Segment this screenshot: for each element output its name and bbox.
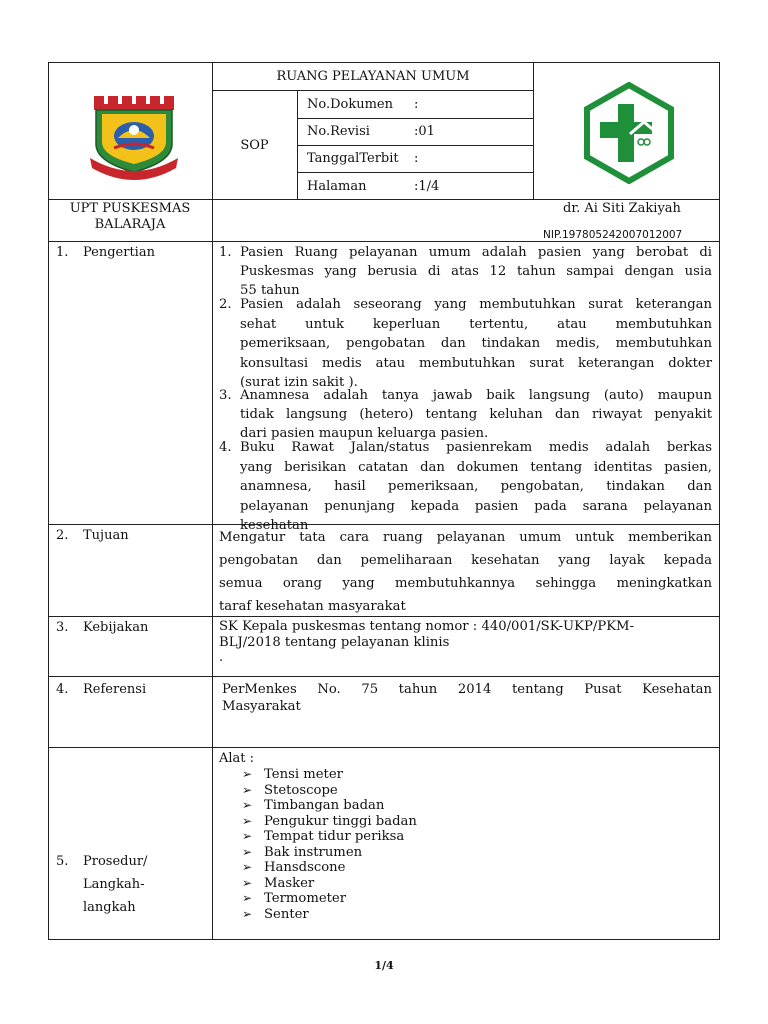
section-3-number: 3. — [56, 620, 69, 635]
castle-crown-icon — [94, 96, 174, 110]
definition-2-number: 2. — [219, 297, 232, 312]
definition-2: Pasien adalah seseorang yang membutuhkan surat keterangan sehat untuk keperluan tertentu, atau membutuhkan pemeriksaan, pengobatan dan tindakan medis, membutuhkan konsultasi medis atau membutuhkan surat keterangan dokter (surat izin sakit ). — [240, 297, 712, 390]
section-4-number: 4. — [56, 682, 69, 697]
list-item: ➢ Timbangan badan — [242, 798, 385, 813]
alat-list — [242, 767, 417, 922]
alat-title: Alat : — [219, 751, 255, 766]
arrow-bullet-icon: ➢ — [242, 860, 253, 874]
section-4-label: Referensi — [83, 682, 147, 697]
definition-3: Anamnesa adalah tanya jawab baik langsung (auto) maupun tidak langsung (hetero) tentang keluhan dan riwayat penyakit dari pasien maupun keluarga pasien. — [240, 388, 712, 441]
section-5-number: 5. — [56, 854, 69, 869]
referensi-text: PerMenkes No. 75 tahun 2014 tentang Pusat Kesehatan Masyarakat — [222, 682, 712, 714]
arrow-bullet-icon: ➢ — [242, 906, 253, 921]
field-label-no-revisi: No.Revisi — [307, 124, 370, 139]
arrow-bullet-icon: ➢ — [242, 767, 253, 781]
arrow-bullet-icon: ➢ — [242, 782, 253, 797]
list-item: ➢ Tempat tidur periksa — [242, 829, 405, 844]
list-item: ➢ Pengukur tinggi badan — [242, 813, 417, 829]
arrow-bullet-icon: ➢ — [242, 844, 253, 859]
page-number: 1/4 — [374, 959, 394, 972]
section-5-label-line2: Langkah- — [83, 877, 145, 892]
field-label-tanggal-terbit: TanggalTerbit — [307, 151, 399, 166]
list-item: ➢ Stetoscope — [242, 782, 338, 798]
document-title: RUANG PELAYANAN UMUM — [276, 69, 470, 84]
arrow-bullet-icon: ➢ — [242, 891, 253, 905]
regency-logo — [88, 92, 180, 184]
definition-4: Buku Rawat Jalan/status pasienrekam medis adalah berkas yang berisikan catatan dan dokumen tentang identitas pasien, anamnesa, hasil pemeriksaan, pengobatan, tindakan dan pelayanan penunjang kepada pasien pada sarana pelayanan kesehatan — [240, 440, 712, 533]
arrow-bullet-icon: ➢ — [242, 829, 253, 843]
list-item: ➢ Senter — [242, 906, 309, 922]
field-label-halaman: Halaman — [307, 179, 367, 194]
definition-1-number: 1. — [219, 245, 232, 260]
section-5-label-line3: langkah — [83, 900, 136, 915]
field-value-tanggal-terbit: : — [414, 151, 419, 166]
field-value-no-revisi: :01 — [414, 124, 435, 139]
definition-1: Pasien Ruang pelayanan umum adalah pasien yang berobat di Puskesmas yang berusia di atas 12 tahun sampai dengan usia 55 tahun — [240, 245, 712, 298]
tujuan-text: Mengatur tata cara ruang pelayanan umum untuk memberikan pengobatan dan pemeliharaan kesehatan yang layak kepada semua orang yang membutuhkannya sehingga meningkatkan taraf kesehatan masyarakat — [219, 530, 712, 614]
signer-name: dr. Ai Siti Zakiyah — [563, 201, 681, 216]
puskesmas-logo — [578, 82, 680, 184]
section-3-label: Kebijakan — [83, 620, 149, 635]
section-2-number: 2. — [56, 528, 69, 543]
list-item: ➢ Masker — [242, 875, 315, 891]
arrow-bullet-icon: ➢ — [242, 813, 253, 828]
org-name-line1: UPT PUSKESMAS — [69, 201, 191, 216]
org-name-line2: BALARAJA — [94, 217, 166, 232]
arrow-bullet-icon: ➢ — [242, 798, 253, 812]
kebijakan-text: SK Kepala puskesmas tentang nomor : 440/001/SK-UKP/PKM- BLJ/2018 tentang pelayanan klinis . — [219, 619, 635, 665]
list-item: ➢ Termometer — [242, 891, 347, 906]
field-label-no-dokumen: No.Dokumen — [307, 97, 393, 112]
section-1-number: 1. — [56, 245, 69, 260]
field-value-halaman: :1/4 — [414, 179, 440, 194]
section-5-label-line1: Prosedur/ — [83, 854, 148, 869]
list-item: ➢ Tensi meter — [242, 767, 343, 782]
list-item: ➢ Hansdscone — [242, 860, 346, 875]
definition-4-number: 4. — [219, 440, 232, 455]
field-value-no-dokumen: : — [414, 97, 419, 112]
list-item: ➢ Bak instrumen — [242, 844, 363, 860]
signer-nip: NIP.197805242007012007 — [543, 229, 683, 241]
arrow-bullet-icon: ➢ — [242, 875, 253, 890]
section-1-label: Pengertian — [83, 245, 155, 260]
section-2-label: Tujuan — [83, 528, 129, 543]
definition-3-number: 3. — [219, 388, 232, 403]
sop-label: SOP — [240, 138, 269, 153]
